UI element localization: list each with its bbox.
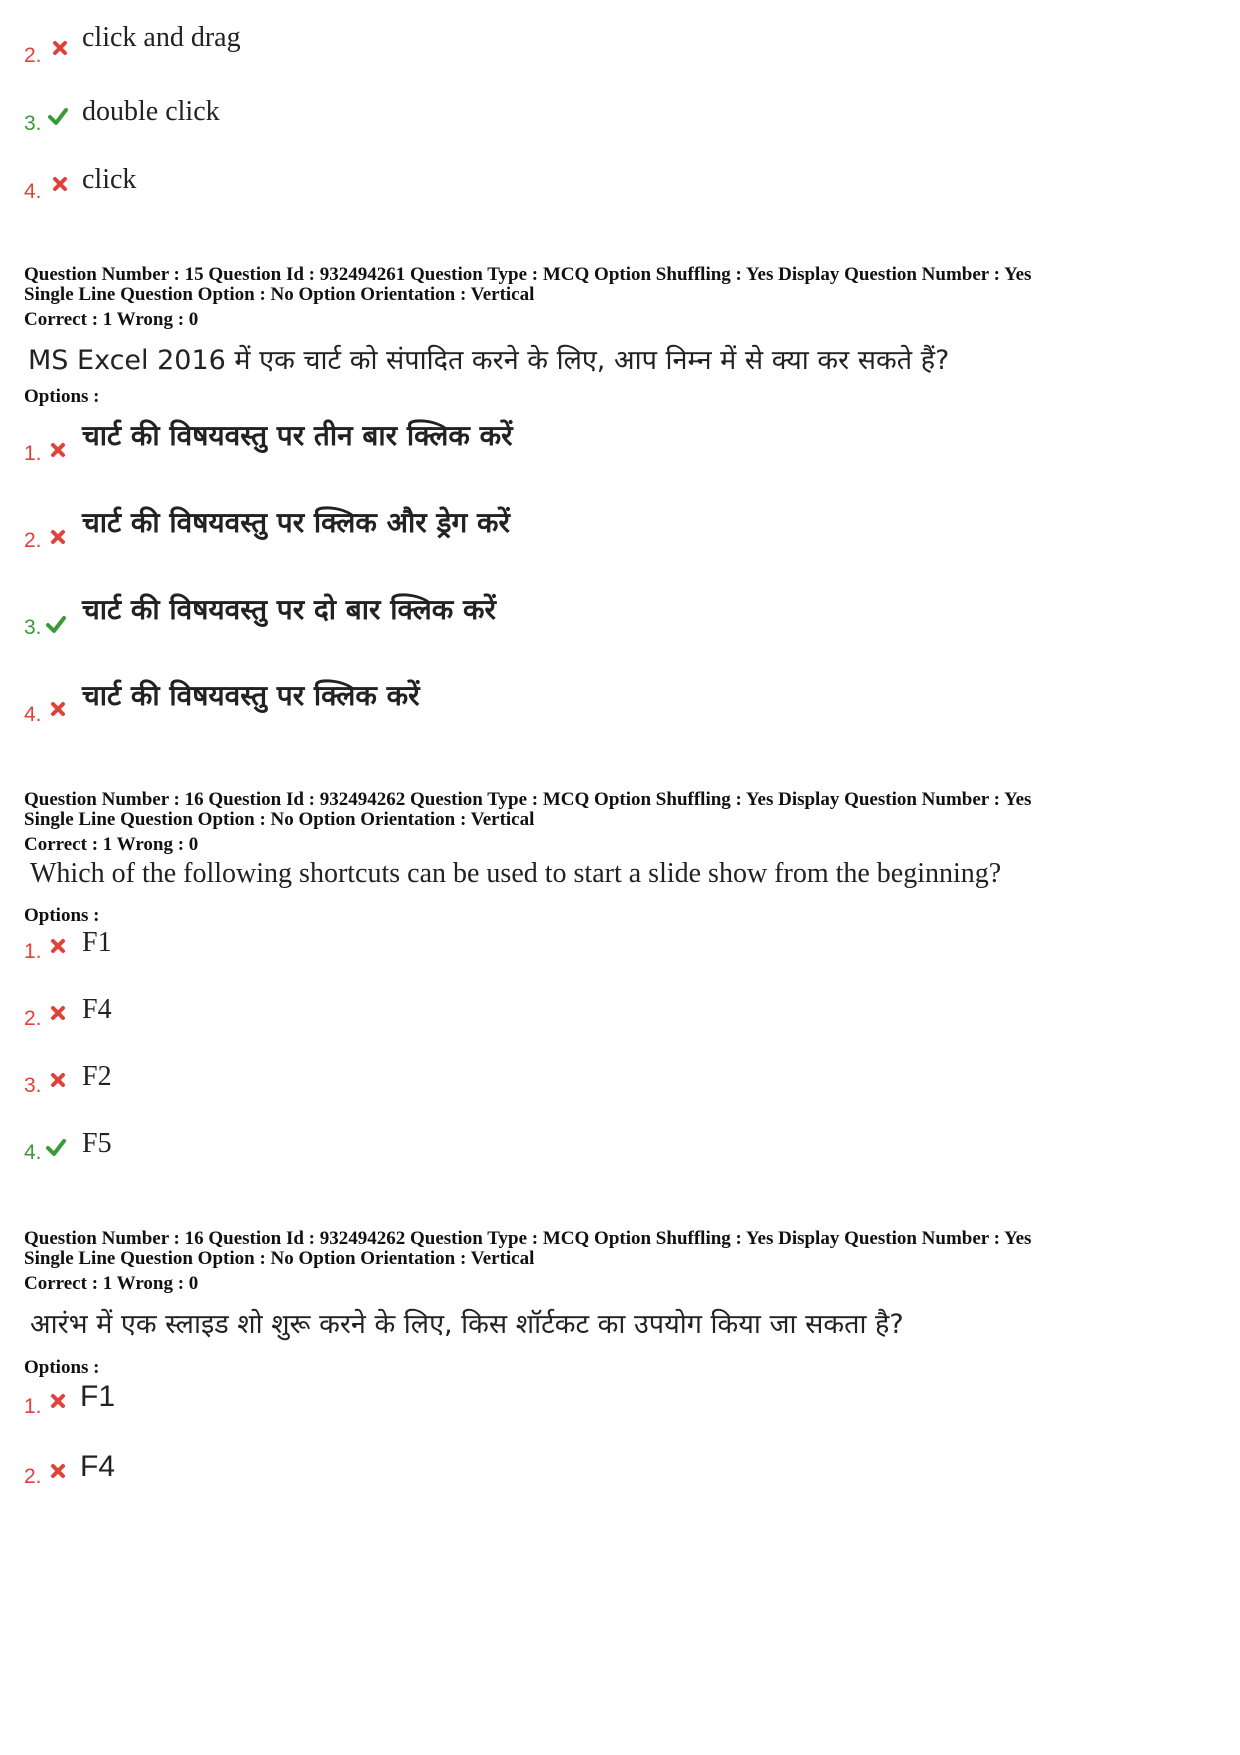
options-label: Options :	[24, 386, 100, 407]
option-text: F1	[80, 1380, 116, 1413]
option-number: 3.	[24, 1074, 42, 1097]
option-text: चार्ट की विषयवस्तु पर क्लिक और ड्रेग करें	[82, 506, 510, 539]
options-label: Options :	[24, 905, 100, 926]
check-icon	[46, 614, 66, 634]
option-text: F4	[80, 1450, 116, 1483]
option-number: 4.	[24, 1141, 42, 1164]
option-number: 3.	[24, 616, 42, 639]
cross-icon	[48, 440, 68, 460]
option-number: 2.	[24, 1007, 42, 1030]
option-number: 3.	[24, 112, 42, 135]
question-text: MS Excel 2016 में एक चार्ट को संपादित करने के लिए, आप निम्न में से क्या कर सकते हैं?	[28, 345, 950, 376]
cross-icon	[50, 38, 70, 58]
cross-icon	[48, 527, 68, 547]
question-text: Which of the following shortcuts can be used to start a slide show from the beginning?	[30, 858, 1002, 889]
check-icon	[46, 1137, 66, 1157]
cross-icon	[48, 1391, 68, 1411]
question-meta-line2: Single Line Question Option : No Option Orientation : Vertical	[24, 809, 535, 830]
question-score: Correct : 1 Wrong : 0	[24, 309, 199, 330]
question-score: Correct : 1 Wrong : 0	[24, 834, 199, 855]
option-text: click	[82, 164, 137, 195]
option-number: 2.	[24, 1465, 42, 1488]
option-number: 1.	[24, 940, 42, 963]
option-text: चार्ट की विषयवस्तु पर क्लिक करें	[82, 679, 420, 712]
cross-icon	[48, 936, 68, 956]
cross-icon	[48, 1461, 68, 1481]
check-icon	[48, 106, 68, 126]
option-number: 2.	[24, 44, 42, 67]
options-label: Options :	[24, 1357, 100, 1378]
option-number: 2.	[24, 529, 42, 552]
question-meta-line1: Question Number : 16 Question Id : 932494262 Question Type : MCQ Option Shuffling : Yes Display Question Number : Yes	[24, 1228, 1032, 1249]
option-text: F4	[82, 994, 112, 1025]
question-meta-line1: Question Number : 16 Question Id : 932494262 Question Type : MCQ Option Shuffling : Yes Display Question Number : Yes	[24, 789, 1032, 810]
option-number: 1.	[24, 1395, 42, 1418]
question-meta-line2: Single Line Question Option : No Option Orientation : Vertical	[24, 1248, 535, 1269]
option-number: 4.	[24, 703, 42, 726]
option-text: चार्ट की विषयवस्तु पर तीन बार क्लिक करें	[82, 419, 513, 452]
question-text: आरंभ में एक स्लाइड शो शुरू करने के लिए, किस शॉर्टकट का उपयोग किया जा सकता है?	[30, 1309, 904, 1340]
option-text: double click	[82, 96, 220, 127]
option-number: 1.	[24, 442, 42, 465]
cross-icon	[48, 1070, 68, 1090]
option-text: चार्ट की विषयवस्तु पर दो बार क्लिक करें	[82, 593, 496, 626]
option-text: F1	[82, 927, 112, 958]
question-score: Correct : 1 Wrong : 0	[24, 1273, 199, 1294]
option-text: F2	[82, 1061, 112, 1092]
option-text: F5	[82, 1128, 112, 1159]
question-meta-line2: Single Line Question Option : No Option Orientation : Vertical	[24, 284, 535, 305]
option-text: click and drag	[82, 22, 241, 53]
option-number: 4.	[24, 180, 42, 203]
question-meta-line1: Question Number : 15 Question Id : 932494261 Question Type : MCQ Option Shuffling : Yes Display Question Number : Yes	[24, 264, 1032, 285]
cross-icon	[48, 1003, 68, 1023]
cross-icon	[50, 174, 70, 194]
cross-icon	[48, 699, 68, 719]
